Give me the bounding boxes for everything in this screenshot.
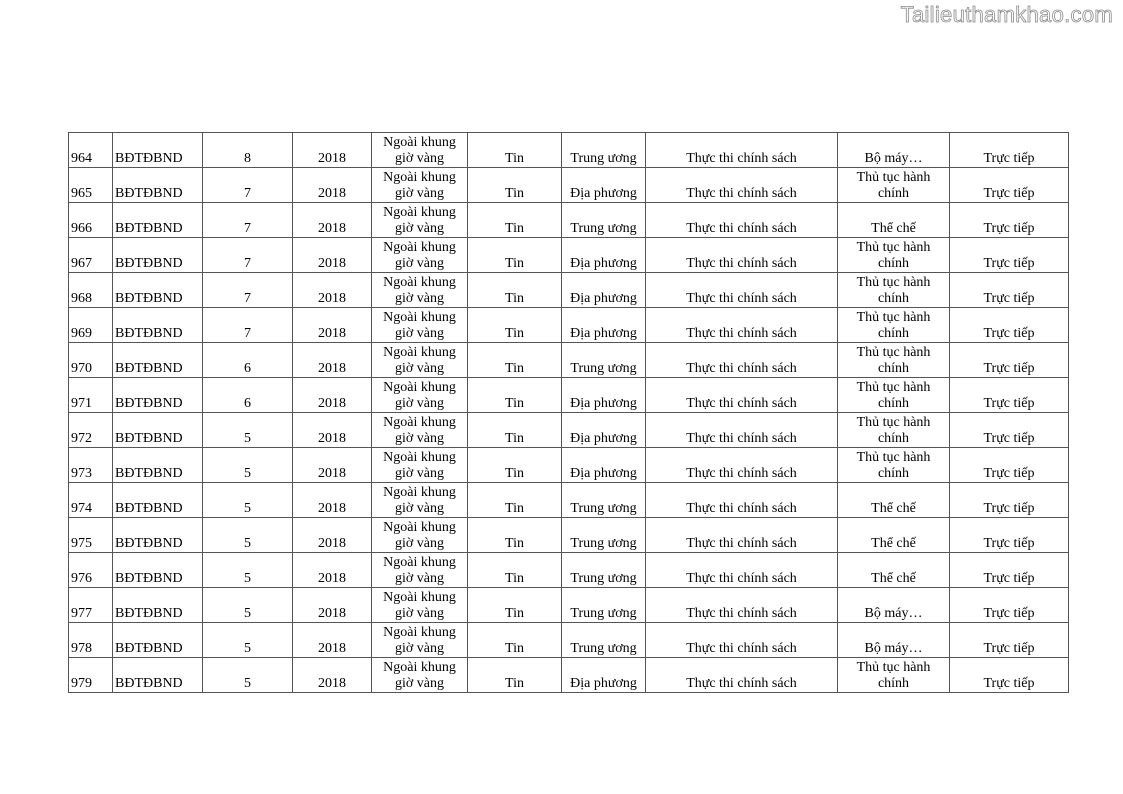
type-cell: Tin — [468, 308, 562, 343]
year-cell: 2018 — [293, 343, 372, 378]
category-line: Thể chế — [871, 571, 916, 586]
scope-cell: Địa phương — [562, 238, 646, 273]
category-line: chính — [877, 326, 910, 341]
time-slot-line: giờ vàng — [394, 221, 444, 236]
table-row — [69, 168, 1069, 203]
scope-cell: Trung ương — [562, 483, 646, 518]
category-line: Thủ tục hành — [856, 415, 931, 430]
year-cell: 2018 — [293, 448, 372, 483]
type-cell: Tin — [468, 518, 562, 553]
table-row — [69, 308, 1069, 343]
scope-cell: Trung ương — [562, 623, 646, 658]
month-cell: 7 — [203, 203, 293, 238]
time-slot-line: giờ vàng — [394, 431, 444, 446]
type-cell: Tin — [468, 413, 562, 448]
time-slot-line: Ngoài khung — [383, 275, 456, 290]
month-cell: 5 — [203, 658, 293, 693]
data-table — [68, 132, 1069, 693]
table-row — [69, 553, 1069, 588]
month-cell: 5 — [203, 413, 293, 448]
topic-cell: Thực thi chính sách — [646, 588, 838, 623]
time-slot-cell — [372, 483, 468, 518]
topic-cell: Thực thi chính sách — [646, 168, 838, 203]
topic-cell: Thực thi chính sách — [646, 203, 838, 238]
month-cell: 7 — [203, 273, 293, 308]
time-slot-cell — [372, 378, 468, 413]
type-cell: Tin — [468, 273, 562, 308]
scope-cell: Địa phương — [562, 273, 646, 308]
time-slot-line: Ngoài khung — [383, 205, 456, 220]
scope-cell: Trung ương — [562, 588, 646, 623]
form-cell: Trực tiếp — [950, 448, 1069, 483]
form-cell: Trực tiếp — [950, 273, 1069, 308]
row-number-cell: 973 — [69, 448, 113, 483]
time-slot-cell — [372, 588, 468, 623]
table-row — [69, 588, 1069, 623]
topic-cell: Thực thi chính sách — [646, 658, 838, 693]
year-cell: 2018 — [293, 413, 372, 448]
type-cell: Tin — [468, 378, 562, 413]
table-row — [69, 483, 1069, 518]
topic-cell: Thực thi chính sách — [646, 623, 838, 658]
category-line: chính — [877, 361, 910, 376]
category-cell — [838, 448, 950, 483]
time-slot-line: giờ vàng — [394, 326, 444, 341]
category-cell — [838, 518, 950, 553]
category-cell — [838, 308, 950, 343]
time-slot-line: Ngoài khung — [383, 660, 456, 675]
watermark-text: Tailieuthamkhao.com — [900, 2, 1113, 27]
time-slot-cell — [372, 623, 468, 658]
time-slot-line: Ngoài khung — [383, 345, 456, 360]
category-cell — [838, 378, 950, 413]
time-slot-line: Ngoài khung — [383, 380, 456, 395]
time-slot-cell — [372, 658, 468, 693]
time-slot-line: giờ vàng — [394, 536, 444, 551]
row-number-cell: 972 — [69, 413, 113, 448]
row-number-cell: 979 — [69, 658, 113, 693]
scope-cell: Địa phương — [562, 658, 646, 693]
source-cell: BĐTĐBND — [113, 518, 203, 553]
row-number-cell: 974 — [69, 483, 113, 518]
time-slot-cell — [372, 308, 468, 343]
table-row — [69, 343, 1069, 378]
type-cell: Tin — [468, 168, 562, 203]
month-cell: 5 — [203, 623, 293, 658]
source-cell: BĐTĐBND — [113, 168, 203, 203]
form-cell: Trực tiếp — [950, 553, 1069, 588]
scope-cell: Trung ương — [562, 133, 646, 168]
category-cell — [838, 343, 950, 378]
form-cell: Trực tiếp — [950, 238, 1069, 273]
form-cell: Trực tiếp — [950, 623, 1069, 658]
year-cell: 2018 — [293, 588, 372, 623]
year-cell: 2018 — [293, 553, 372, 588]
source-cell: BĐTĐBND — [113, 448, 203, 483]
table-row — [69, 623, 1069, 658]
time-slot-cell — [372, 168, 468, 203]
month-cell: 6 — [203, 378, 293, 413]
time-slot-line: giờ vàng — [394, 361, 444, 376]
scope-cell: Địa phương — [562, 413, 646, 448]
time-slot-line: Ngoài khung — [383, 520, 456, 535]
category-line: Thủ tục hành — [856, 240, 931, 255]
category-line: chính — [877, 431, 910, 446]
form-cell: Trực tiếp — [950, 518, 1069, 553]
topic-cell: Thực thi chính sách — [646, 483, 838, 518]
category-line: Bộ máy… — [864, 641, 923, 656]
category-line: Thủ tục hành — [856, 310, 931, 325]
row-number-cell: 967 — [69, 238, 113, 273]
row-number-cell: 969 — [69, 308, 113, 343]
year-cell: 2018 — [293, 378, 372, 413]
row-number-cell: 976 — [69, 553, 113, 588]
month-cell: 5 — [203, 553, 293, 588]
row-number-cell: 964 — [69, 133, 113, 168]
time-slot-line: giờ vàng — [394, 641, 444, 656]
time-slot-line: giờ vàng — [394, 256, 444, 271]
month-cell: 8 — [203, 133, 293, 168]
form-cell: Trực tiếp — [950, 133, 1069, 168]
time-slot-line: Ngoài khung — [383, 555, 456, 570]
category-line: Bộ máy… — [864, 606, 923, 621]
scope-cell: Trung ương — [562, 203, 646, 238]
topic-cell: Thực thi chính sách — [646, 273, 838, 308]
time-slot-line: giờ vàng — [394, 466, 444, 481]
category-line: Thủ tục hành — [856, 380, 931, 395]
time-slot-line: giờ vàng — [394, 396, 444, 411]
time-slot-cell — [372, 553, 468, 588]
category-cell — [838, 588, 950, 623]
category-line: Thủ tục hành — [856, 170, 931, 185]
source-cell: BĐTĐBND — [113, 413, 203, 448]
time-slot-line: Ngoài khung — [383, 485, 456, 500]
year-cell: 2018 — [293, 168, 372, 203]
category-line: chính — [877, 291, 910, 306]
year-cell: 2018 — [293, 483, 372, 518]
row-number-cell: 970 — [69, 343, 113, 378]
month-cell: 7 — [203, 308, 293, 343]
table-body — [69, 133, 1069, 693]
row-number-cell: 966 — [69, 203, 113, 238]
topic-cell: Thực thi chính sách — [646, 413, 838, 448]
time-slot-line: Ngoài khung — [383, 170, 456, 185]
category-cell — [838, 623, 950, 658]
source-cell: BĐTĐBND — [113, 658, 203, 693]
category-line: Thể chế — [871, 501, 916, 516]
scope-cell: Trung ương — [562, 553, 646, 588]
source-cell: BĐTĐBND — [113, 553, 203, 588]
month-cell: 5 — [203, 518, 293, 553]
source-cell: BĐTĐBND — [113, 238, 203, 273]
row-number-cell: 965 — [69, 168, 113, 203]
year-cell: 2018 — [293, 518, 372, 553]
topic-cell: Thực thi chính sách — [646, 308, 838, 343]
form-cell: Trực tiếp — [950, 588, 1069, 623]
category-line: Thủ tục hành — [856, 275, 931, 290]
time-slot-line: Ngoài khung — [383, 310, 456, 325]
topic-cell: Thực thi chính sách — [646, 518, 838, 553]
form-cell: Trực tiếp — [950, 413, 1069, 448]
type-cell: Tin — [468, 483, 562, 518]
topic-cell: Thực thi chính sách — [646, 133, 838, 168]
category-line: Thủ tục hành — [856, 345, 931, 360]
type-cell: Tin — [468, 448, 562, 483]
table-row — [69, 378, 1069, 413]
row-number-cell: 971 — [69, 378, 113, 413]
source-cell: BĐTĐBND — [113, 273, 203, 308]
category-line: chính — [877, 396, 910, 411]
category-line: Bộ máy… — [864, 151, 923, 166]
time-slot-cell — [372, 448, 468, 483]
row-number-cell: 968 — [69, 273, 113, 308]
type-cell: Tin — [468, 133, 562, 168]
category-cell — [838, 203, 950, 238]
row-number-cell: 975 — [69, 518, 113, 553]
source-cell: BĐTĐBND — [113, 343, 203, 378]
category-line: Thủ tục hành — [856, 450, 931, 465]
table-row — [69, 238, 1069, 273]
time-slot-cell — [372, 518, 468, 553]
time-slot-line: giờ vàng — [394, 186, 444, 201]
month-cell: 7 — [203, 168, 293, 203]
source-cell: BĐTĐBND — [113, 203, 203, 238]
source-cell: BĐTĐBND — [113, 308, 203, 343]
table-row — [69, 273, 1069, 308]
source-cell: BĐTĐBND — [113, 623, 203, 658]
category-line: chính — [877, 466, 910, 481]
form-cell: Trực tiếp — [950, 308, 1069, 343]
time-slot-line: giờ vàng — [394, 501, 444, 516]
source-cell: BĐTĐBND — [113, 483, 203, 518]
type-cell: Tin — [468, 623, 562, 658]
category-cell — [838, 553, 950, 588]
form-cell: Trực tiếp — [950, 378, 1069, 413]
time-slot-cell — [372, 273, 468, 308]
table-row — [69, 413, 1069, 448]
time-slot-line: Ngoài khung — [383, 590, 456, 605]
table-row — [69, 203, 1069, 238]
category-cell — [838, 413, 950, 448]
time-slot-line: Ngoài khung — [383, 450, 456, 465]
time-slot-cell — [372, 343, 468, 378]
scope-cell: Địa phương — [562, 378, 646, 413]
type-cell: Tin — [468, 238, 562, 273]
type-cell: Tin — [468, 203, 562, 238]
topic-cell: Thực thi chính sách — [646, 378, 838, 413]
year-cell: 2018 — [293, 273, 372, 308]
row-number-cell: 978 — [69, 623, 113, 658]
topic-cell: Thực thi chính sách — [646, 343, 838, 378]
type-cell: Tin — [468, 588, 562, 623]
category-cell — [838, 483, 950, 518]
category-cell — [838, 658, 950, 693]
category-line: Thể chế — [871, 221, 916, 236]
category-cell — [838, 168, 950, 203]
month-cell: 5 — [203, 448, 293, 483]
time-slot-cell — [372, 133, 468, 168]
time-slot-cell — [372, 238, 468, 273]
topic-cell: Thực thi chính sách — [646, 238, 838, 273]
category-line: chính — [877, 256, 910, 271]
year-cell: 2018 — [293, 238, 372, 273]
table-row — [69, 658, 1069, 693]
row-number-cell: 977 — [69, 588, 113, 623]
table-row — [69, 133, 1069, 168]
time-slot-line: giờ vàng — [394, 606, 444, 621]
time-slot-line: Ngoài khung — [383, 135, 456, 150]
year-cell: 2018 — [293, 133, 372, 168]
category-cell — [838, 238, 950, 273]
time-slot-cell — [372, 203, 468, 238]
scope-cell: Trung ương — [562, 343, 646, 378]
category-line: chính — [877, 676, 910, 691]
time-slot-line: giờ vàng — [394, 151, 444, 166]
source-cell: BĐTĐBND — [113, 588, 203, 623]
table-row — [69, 448, 1069, 483]
scope-cell: Trung ương — [562, 518, 646, 553]
source-cell: BĐTĐBND — [113, 378, 203, 413]
type-cell: Tin — [468, 343, 562, 378]
category-cell — [838, 133, 950, 168]
category-line: Thể chế — [871, 536, 916, 551]
form-cell: Trực tiếp — [950, 483, 1069, 518]
scope-cell: Địa phương — [562, 308, 646, 343]
form-cell: Trực tiếp — [950, 658, 1069, 693]
scope-cell: Địa phương — [562, 168, 646, 203]
month-cell: 5 — [203, 588, 293, 623]
time-slot-cell — [372, 413, 468, 448]
time-slot-line: Ngoài khung — [383, 240, 456, 255]
time-slot-line: giờ vàng — [394, 291, 444, 306]
time-slot-line: giờ vàng — [394, 676, 444, 691]
type-cell: Tin — [468, 658, 562, 693]
source-cell: BĐTĐBND — [113, 133, 203, 168]
year-cell: 2018 — [293, 623, 372, 658]
type-cell: Tin — [468, 553, 562, 588]
category-cell — [838, 273, 950, 308]
time-slot-line: Ngoài khung — [383, 625, 456, 640]
category-line: Thủ tục hành — [856, 660, 931, 675]
month-cell: 5 — [203, 483, 293, 518]
time-slot-line: Ngoài khung — [383, 415, 456, 430]
month-cell: 6 — [203, 343, 293, 378]
time-slot-line: giờ vàng — [394, 571, 444, 586]
month-cell: 7 — [203, 238, 293, 273]
topic-cell: Thực thi chính sách — [646, 553, 838, 588]
year-cell: 2018 — [293, 658, 372, 693]
year-cell: 2018 — [293, 203, 372, 238]
form-cell: Trực tiếp — [950, 343, 1069, 378]
table-row — [69, 518, 1069, 553]
scope-cell: Địa phương — [562, 448, 646, 483]
form-cell: Trực tiếp — [950, 203, 1069, 238]
year-cell: 2018 — [293, 308, 372, 343]
form-cell: Trực tiếp — [950, 168, 1069, 203]
category-line: chính — [877, 186, 910, 201]
topic-cell: Thực thi chính sách — [646, 448, 838, 483]
